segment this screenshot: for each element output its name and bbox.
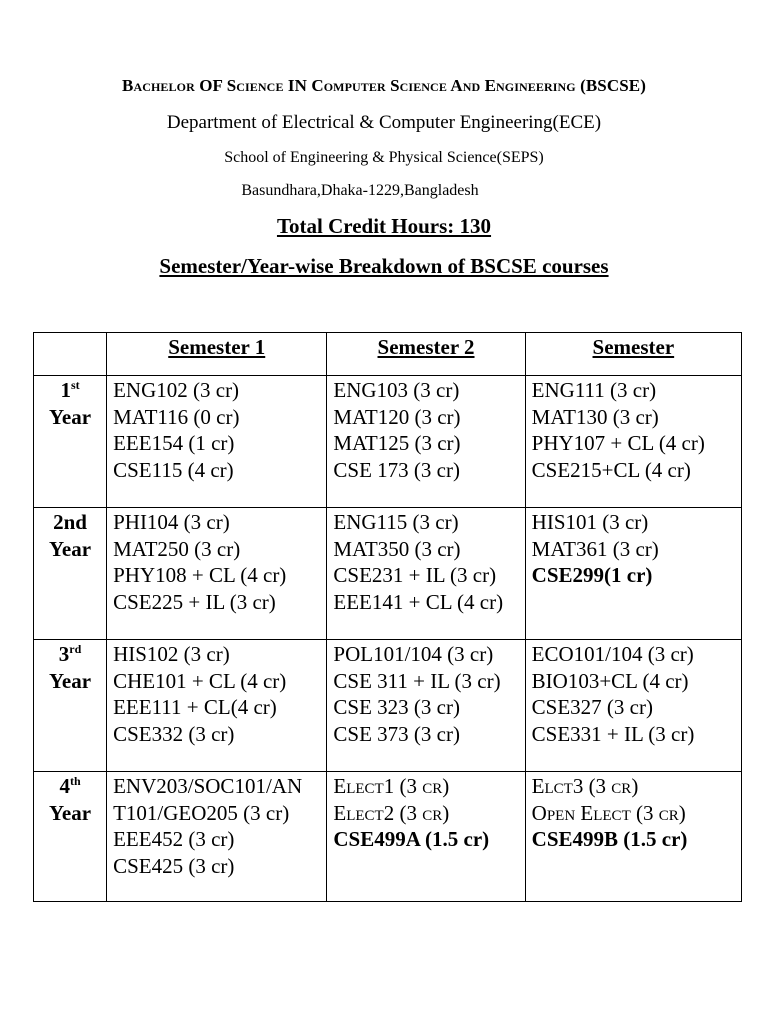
header-year-corner <box>34 333 107 376</box>
course-item: ENV203/SOC101/AN <box>113 774 303 798</box>
header-label: Semester 2 <box>377 335 475 359</box>
course-item: CSE 323 (3 cr) <box>333 695 460 719</box>
course-item: CSE225 + IL (3 cr) <box>113 589 276 614</box>
course-item: MAT250 (3 cr) <box>113 536 241 561</box>
course-item: HIS101 (3 cr) <box>531 510 649 534</box>
year-label-1 <box>34 376 107 508</box>
course-item: ENG111 (3 cr) <box>531 378 657 402</box>
year-suffix: th <box>69 774 81 788</box>
course-item: CSE425 (3 cr) <box>113 853 235 878</box>
table-row <box>34 508 742 640</box>
year-number: 3 <box>58 642 70 666</box>
course-item: EEE111 + CL(4 cr) <box>113 695 277 719</box>
total-credit-hours-text: Total Credit Hours: 130 <box>276 214 492 238</box>
year-suffix: st <box>70 378 80 392</box>
course-item: CHE101 + CL (4 cr) <box>113 668 287 693</box>
course-item: MAT350 (3 cr) <box>333 536 461 561</box>
course-item: CSE115 (4 cr) <box>113 457 234 482</box>
course-item: POL101/104 (3 cr) <box>333 642 494 666</box>
year-2-semester-2 <box>327 508 525 640</box>
course-item: HIS102 (3 cr) <box>113 642 230 666</box>
year-1-semester-2 <box>327 376 525 508</box>
course-item-capstone: CSE499A (1.5 cr) <box>333 827 490 851</box>
breakdown-title <box>0 254 768 279</box>
year-4-semester-2 <box>327 772 525 902</box>
course-item: MAT120 (3 cr) <box>333 404 461 429</box>
school-name: School of Engineering & Physical Science(SEPS) <box>224 149 544 166</box>
year-3-semester-3 <box>525 640 741 772</box>
year-4-semester-1 <box>107 772 327 902</box>
course-item: EEE141 + CL (4 cr) <box>333 589 504 614</box>
header-label: Semester 1 <box>168 335 266 359</box>
course-item: Elct3 (3 cr) <box>531 774 639 798</box>
year-4-semester-3 <box>525 772 741 902</box>
course-item: CSE215+CL (4 cr) <box>531 457 691 482</box>
course-item: Elect1 (3 cr) <box>333 774 450 798</box>
course-item: CSE331 + IL (3 cr) <box>531 721 695 746</box>
course-item: CSE 173 (3 cr) <box>333 457 460 482</box>
header-semester-1 <box>107 333 327 376</box>
year-2-semester-3 <box>525 508 741 640</box>
header-label: Semester <box>592 335 675 359</box>
course-item: CSE327 (3 cr) <box>531 695 653 719</box>
header-semester-3 <box>525 333 741 376</box>
year-label-4 <box>34 772 107 902</box>
course-item: CSE332 (3 cr) <box>113 721 235 746</box>
total-credit-hours <box>0 214 768 239</box>
course-item: PHY107 + CL (4 cr) <box>531 431 705 455</box>
year-word: Year <box>49 669 92 693</box>
year-3-semester-1 <box>107 640 327 772</box>
address: Basundhara,Dhaka-1229,Bangladesh <box>241 182 479 199</box>
year-word: Year <box>49 405 92 429</box>
course-item: ENG115 (3 cr) <box>333 510 459 534</box>
course-item: ENG102 (3 cr) <box>113 378 240 402</box>
course-table <box>33 332 742 902</box>
year-3-semester-2 <box>327 640 525 772</box>
header-semester-2 <box>327 333 525 376</box>
department-name: Department of Electrical & Computer Engineering(ECE) <box>166 112 602 133</box>
course-item: EEE154 (1 cr) <box>113 431 235 455</box>
table-header-row <box>34 333 742 376</box>
year-label-2 <box>34 508 107 640</box>
course-item: CSE 373 (3 cr) <box>333 721 460 746</box>
course-item: ECO101/104 (3 cr) <box>531 642 694 666</box>
table-row <box>34 640 742 772</box>
course-item: MAT361 (3 cr) <box>531 536 659 561</box>
course-item: EEE452 (3 cr) <box>113 827 235 851</box>
course-item: T101/GEO205 (3 cr) <box>113 800 290 825</box>
course-item: Open Elect (3 cr) <box>531 800 686 825</box>
year-1-semester-3 <box>525 376 741 508</box>
course-item: Elect2 (3 cr) <box>333 800 450 825</box>
course-item-capstone: CSE299(1 cr) <box>531 563 653 587</box>
year-suffix: rd <box>69 642 82 656</box>
course-item: BIO103+CL (4 cr) <box>531 668 689 693</box>
course-item: ENG103 (3 cr) <box>333 378 460 402</box>
table-row <box>34 376 742 508</box>
course-item-capstone: CSE499B (1.5 cr) <box>531 827 688 851</box>
program-title: Bachelor OF Science IN Computer Science And Engineering (BSCSE) <box>122 76 646 95</box>
year-number: 2nd <box>53 510 87 534</box>
year-word: Year <box>49 537 92 561</box>
year-number: 1 <box>60 378 71 402</box>
table-row <box>34 772 742 902</box>
course-item: CSE 311 + IL (3 cr) <box>333 668 501 693</box>
year-2-semester-1 <box>107 508 327 640</box>
year-label-3 <box>34 640 107 772</box>
course-item: PHI104 (3 cr) <box>113 510 230 534</box>
year-number: 4 <box>59 774 70 798</box>
course-item: CSE231 + IL (3 cr) <box>333 563 497 587</box>
course-item: MAT116 (0 cr) <box>113 404 240 429</box>
course-item: PHY108 + CL (4 cr) <box>113 563 287 587</box>
course-item: MAT125 (3 cr) <box>333 431 461 455</box>
breakdown-title-text: Semester/Year-wise Breakdown of BSCSE courses <box>159 254 609 278</box>
year-word: Year <box>49 801 92 825</box>
year-1-semester-1 <box>107 376 327 508</box>
course-item: MAT130 (3 cr) <box>531 404 659 429</box>
